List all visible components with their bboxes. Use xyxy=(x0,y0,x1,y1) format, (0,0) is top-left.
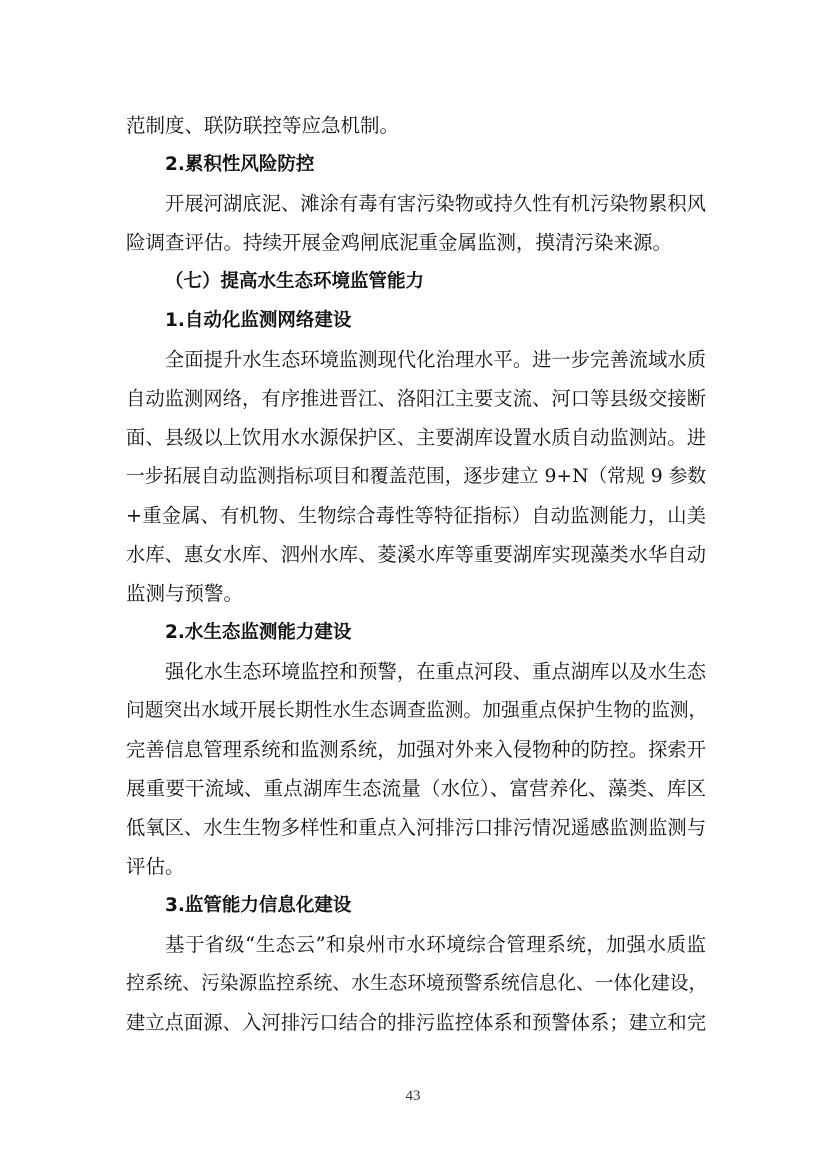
section-heading: 2.累积性风险防控 xyxy=(165,154,315,175)
section-heading: 1.自动化监测网络建设 xyxy=(165,310,352,331)
paragraph-line: +重金属、有机物、生物综合毒性等特征指标）自动监测能力，山美 xyxy=(126,504,706,527)
paragraph-line: 面、县级以上饮用水水源保护区、主要湖库设置水质自动监测站。进 xyxy=(126,426,706,449)
paragraph-line: 一步拓展自动监测指标项目和覆盖范围，逐步建立 9+N（常规 9 参数 xyxy=(126,466,707,487)
section-heading: 3.监管能力信息化建设 xyxy=(165,895,352,916)
paragraph-line: 问题突出水域开展长期性水生态调查监测。加强重点保护生物的监测， xyxy=(126,700,708,721)
paragraph-line: 建立点面源、入河排污口结合的排污监控体系和预警体系；建立和完 xyxy=(126,1011,706,1034)
section-heading: 2.水生态监测能力建设 xyxy=(165,622,352,643)
paragraph-line: 基于省级“生态云”和泉州市水环境综合管理系统，加强水质监 xyxy=(165,933,706,956)
paragraph-line: 自动监测网络，有序推进晋江、洛阳江主要支流、河口等县级交接断 xyxy=(126,387,706,410)
paragraph-line: 控系统、污染源监控系统、水生态环境预警系统信息化、一体化建设， xyxy=(126,973,708,994)
paragraph-line: 监测与预警。 xyxy=(126,582,244,605)
paragraph-line: 评估。 xyxy=(126,855,185,878)
page-number: 43 xyxy=(405,1088,421,1104)
paragraph-line: 范制度、联防联控等应急机制。 xyxy=(126,114,400,137)
paragraph-line: 展重要干流域、重点湖库生态流量（水位）、富营养化、藻类、库区 xyxy=(126,777,706,800)
paragraph-line: 低氧区、水生生物多样性和重点入河排污口排污情况遥感监测监测与 xyxy=(126,816,706,839)
paragraph-line: 全面提升水生态环境监测现代化治理水平。进一步完善流域水质 xyxy=(165,348,706,371)
paragraph-line: 水库、惠女水库、泗州水库、菱溪水库等重要湖库实现藻类水华自动 xyxy=(126,543,706,566)
paragraph-line: 强化水生态环境监控和预警，在重点河段、重点湖库以及水生态 xyxy=(165,660,706,683)
paragraph-line: 险调查评估。持续开展金鸡闸底泥重金属监测，摸清污染来源。 xyxy=(126,231,673,254)
chapter-heading: （七）提高水生态环境监管能力 xyxy=(165,271,425,292)
paragraph-line: 开展河湖底泥、滩涂有毒有害污染物或持久性有机污染物累积风 xyxy=(165,192,706,215)
paragraph-line: 完善信息管理系统和监测系统，加强对外来入侵物种的防控。探索开 xyxy=(126,738,706,761)
